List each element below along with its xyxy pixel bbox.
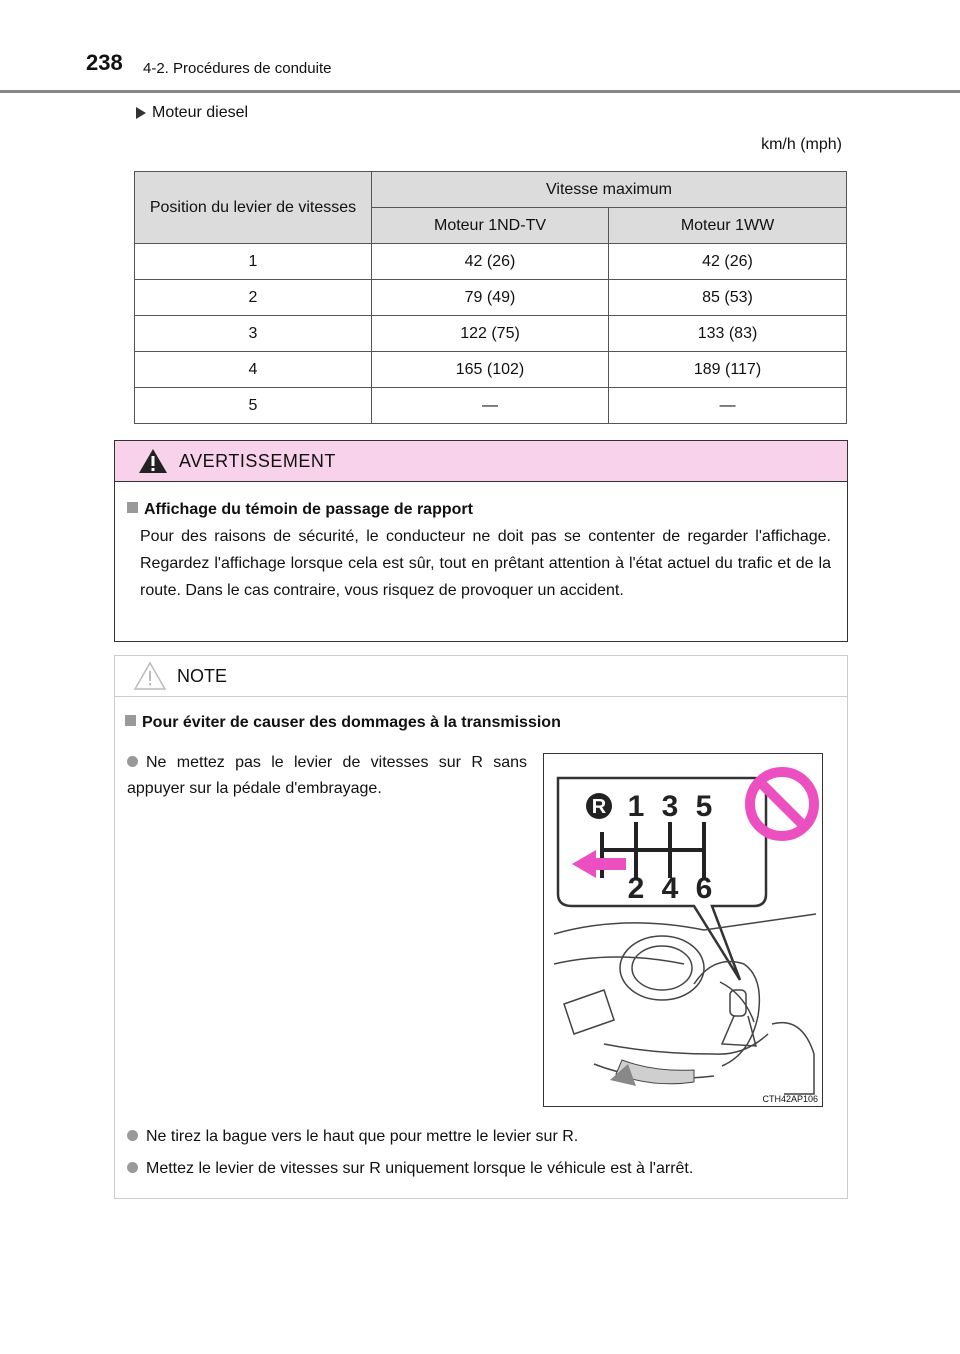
table-cell: 2: [135, 280, 372, 316]
table-header-engine-a: Moteur 1ND-TV: [372, 208, 609, 244]
gear-label-1: 1: [627, 790, 645, 823]
subsection-label: Moteur diesel: [152, 104, 249, 121]
dot-bullet-icon: [127, 1130, 138, 1141]
table-cell: 122 (75): [372, 316, 609, 352]
gear-pattern-diagram: [544, 754, 822, 1106]
table-cell: 4: [135, 352, 372, 388]
units-label: km/h (mph): [761, 136, 842, 153]
table-row: [135, 280, 847, 316]
note-bullet-text: Ne tirez la bague vers le haut que pour mettre le levier sur R.: [146, 1128, 579, 1145]
table-cell: —: [609, 388, 847, 424]
header-divider: [0, 90, 960, 93]
gear-label-5: 5: [695, 790, 713, 823]
dot-bullet-icon: [127, 1162, 138, 1173]
note-header: [115, 656, 847, 697]
note-bullet: [127, 750, 527, 802]
note-box: [114, 655, 848, 1199]
warning-box: [114, 440, 848, 642]
section-title: 4-2. Procédures de conduite: [143, 60, 332, 77]
table-cell: 79 (49): [372, 280, 609, 316]
table-cell: 42 (26): [609, 244, 847, 280]
illustration-caption: CTH42AP106: [762, 1094, 818, 1104]
square-bullet-icon: [127, 502, 138, 513]
note-bullet-text: Mettez le levier de vitesses sur R uniquement lorsque le véhicule est à l'arrêt.: [146, 1160, 694, 1177]
note-bullet: [127, 1156, 693, 1182]
triangle-bullet-icon: [136, 107, 146, 119]
gear-label-r: R: [591, 796, 607, 818]
table-row: [135, 388, 847, 424]
warning-header: [115, 441, 847, 482]
dot-bullet-icon: [127, 756, 138, 767]
square-bullet-icon: [125, 715, 136, 726]
warning-triangle-icon: [137, 447, 169, 475]
table-cell: 189 (117): [609, 352, 847, 388]
table-cell: 42 (26): [372, 244, 609, 280]
table-row: [135, 352, 847, 388]
note-bullet-text: Ne mettez pas le levier de vitesses sur R sans appuyer sur la pédale d'embrayage.: [127, 754, 527, 797]
note-title-text: Pour éviter de causer des dommages à la transmission: [142, 714, 561, 731]
table-cell: 5: [135, 388, 372, 424]
caution-triangle-icon: [133, 661, 167, 691]
note-label: NOTE: [177, 665, 228, 686]
table-header-engine-b: Moteur 1WW: [609, 208, 847, 244]
table-row: [135, 316, 847, 352]
table-row: [135, 244, 847, 280]
table-cell: 3: [135, 316, 372, 352]
gear-label-4: 4: [661, 872, 679, 905]
warning-label: AVERTISSEMENT: [179, 450, 336, 471]
table-header-speed: Vitesse maximum: [372, 172, 847, 208]
table-cell: —: [372, 388, 609, 424]
table-cell: 1: [135, 244, 372, 280]
page-header: [0, 0, 960, 77]
table-cell: 133 (83): [609, 316, 847, 352]
gear-label-6: 6: [695, 872, 713, 905]
table-cell: 165 (102): [372, 352, 609, 388]
note-title: [125, 714, 561, 732]
speed-table: [134, 171, 847, 424]
warning-title: Affichage du témoin de passage de rapport: [144, 501, 473, 518]
table-header-position: Position du levier de vitesses: [135, 172, 372, 244]
subsection-heading: [136, 104, 248, 122]
page-number: 238: [86, 50, 123, 75]
table-cell: 85 (53): [609, 280, 847, 316]
gear-label-2: 2: [627, 872, 645, 905]
gear-shift-illustration: [543, 753, 823, 1107]
gear-label-3: 3: [661, 790, 679, 823]
note-bullet: [127, 1124, 578, 1150]
warning-text: Pour des raisons de sécurité, le conducteur ne doit pas se contenter de regarder l'affichage. Regardez l'affichage lorsque cela est sûr, tout en prêtant attention à l'état actuel du trafic et de la route. Dans le cas contraire, vous risquez de provoquer un accident.: [140, 528, 831, 599]
